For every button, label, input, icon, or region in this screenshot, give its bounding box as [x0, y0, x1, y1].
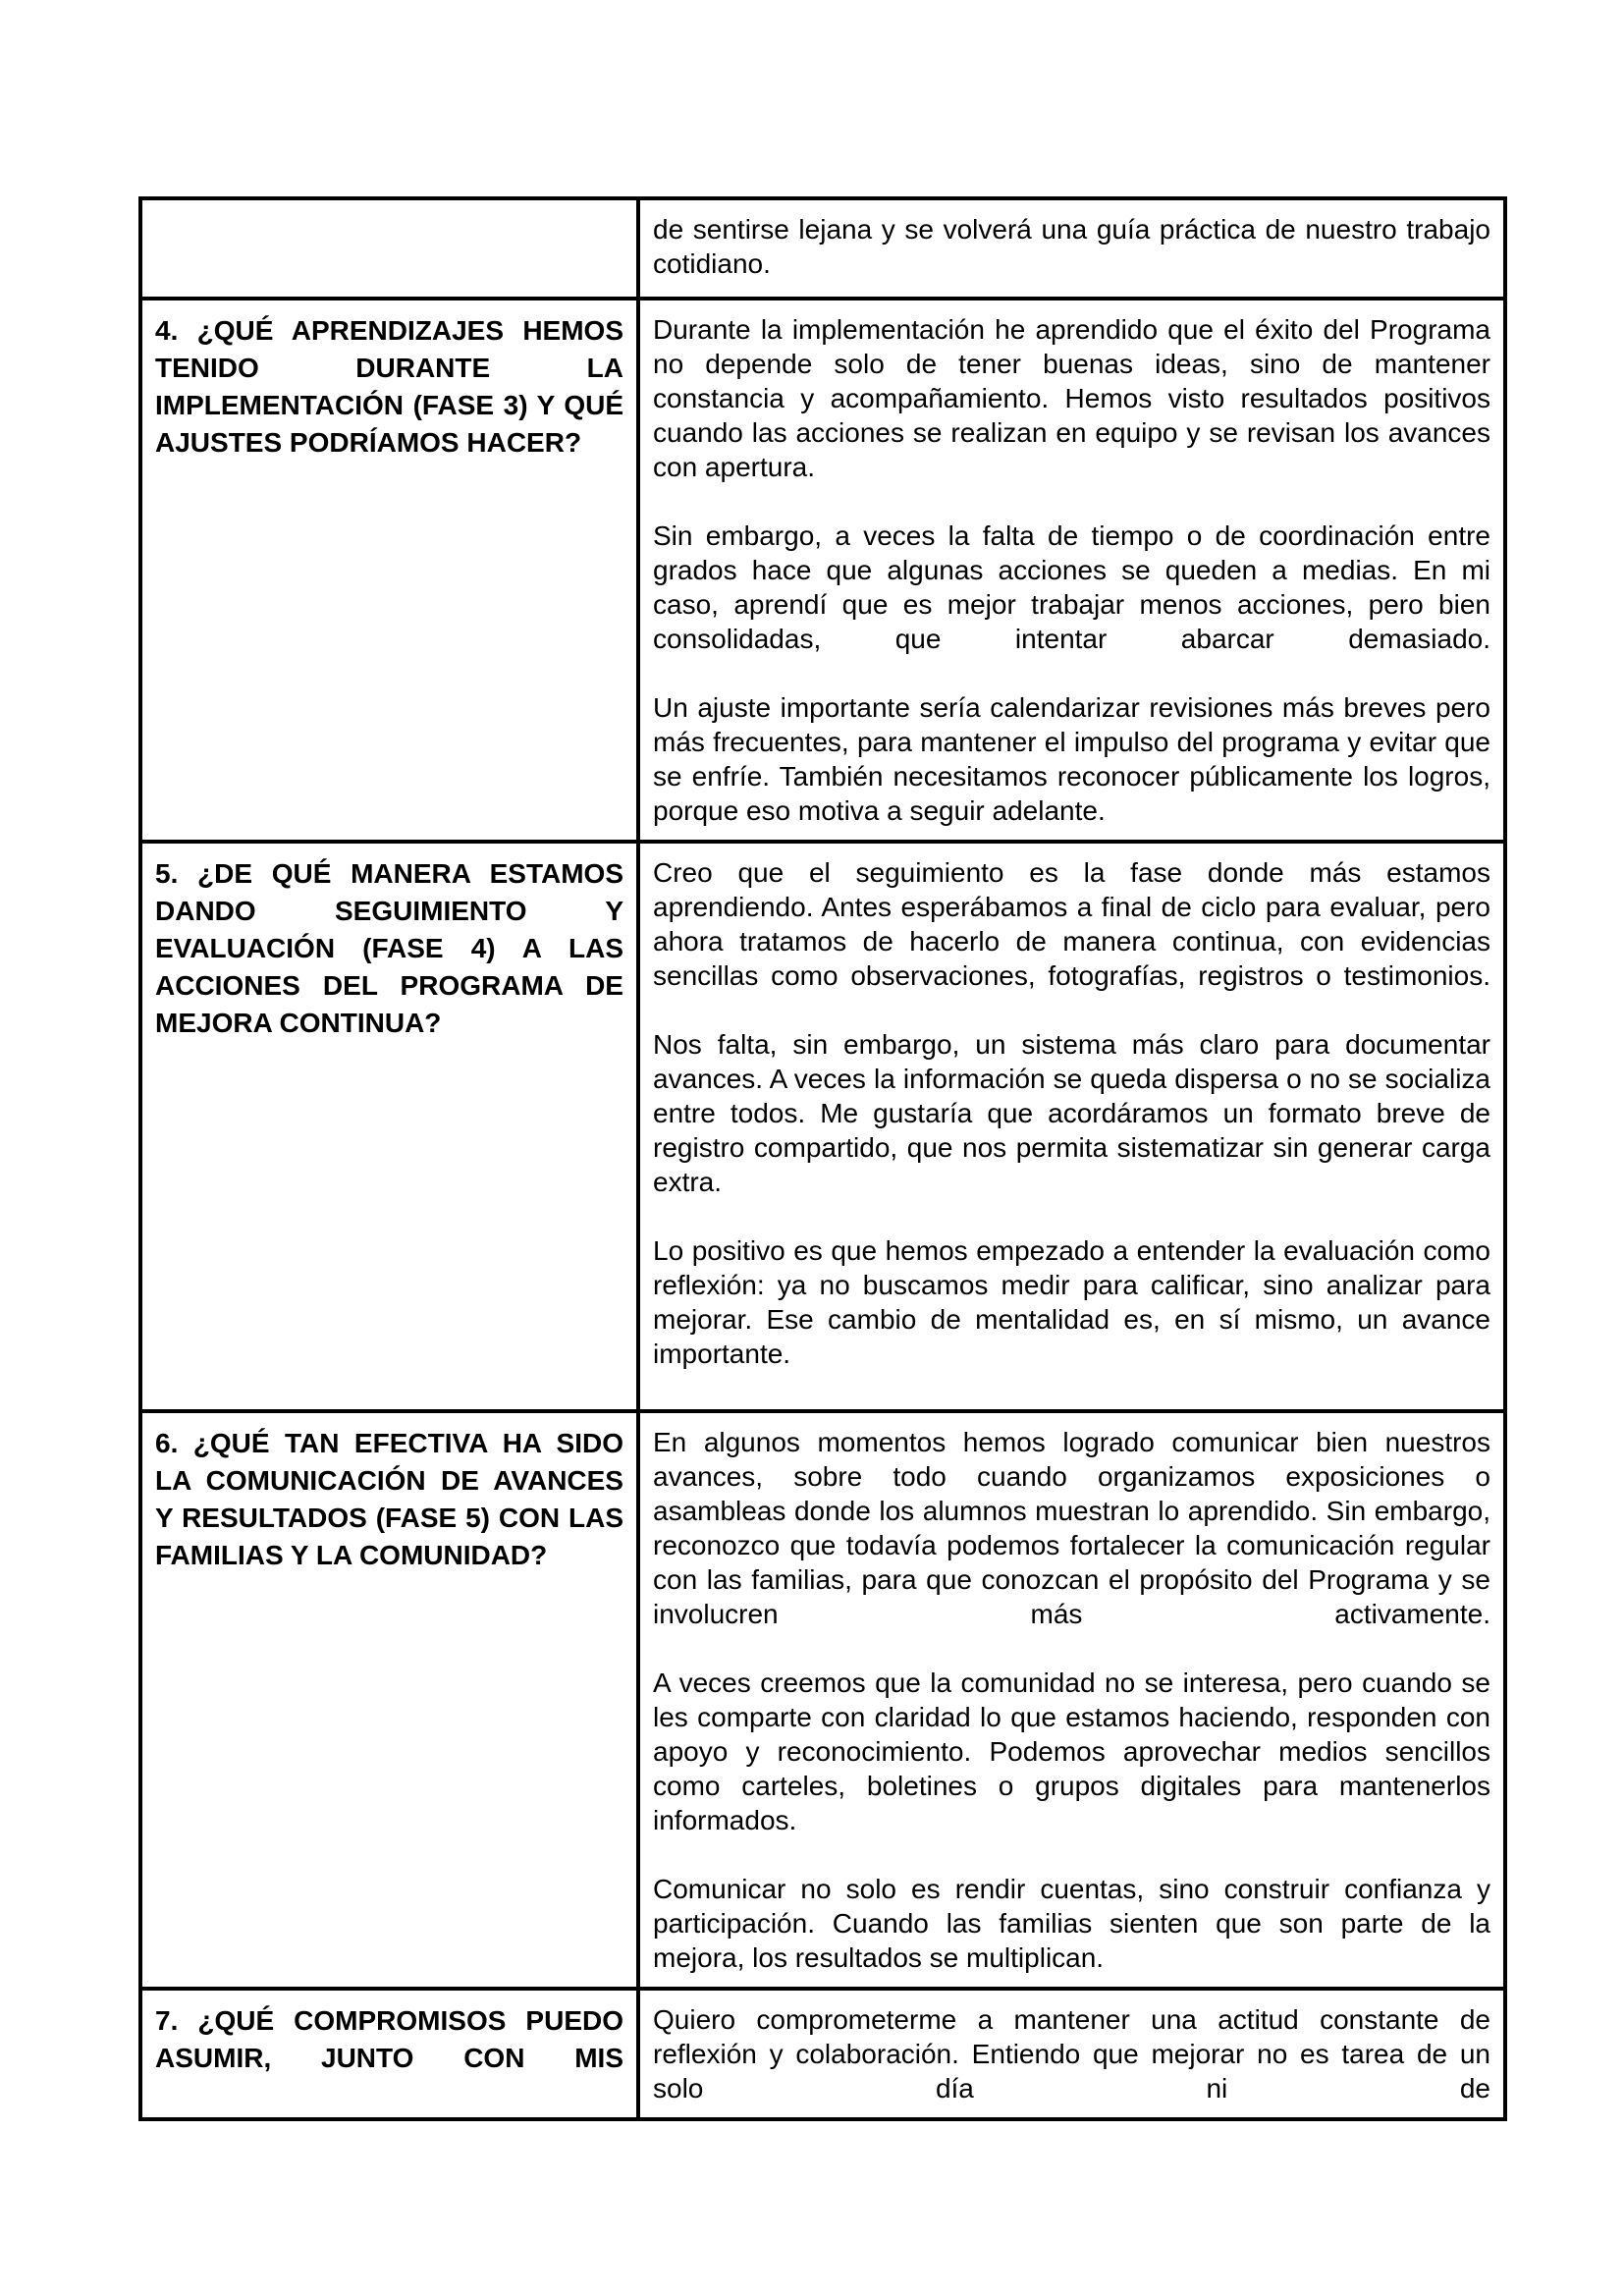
question-cell [140, 299, 638, 842]
answer-paragraph: Creo que el seguimiento es la fase donde más estamos aprendiendo. Antes esperábamos a final de ciclo para evaluar, pero ahora tratamos de hacerlo de manera continua, con evidencias sencillas como observaciones, fotografías, registros o testimonios. [653, 857, 1490, 991]
question-text: 7. ¿QUÉ COMPROMISOS PUEDO ASUMIR, JUNTO CON MIS [155, 2005, 623, 2073]
table-row [140, 198, 1505, 299]
table-row [140, 1989, 1505, 2119]
table-row [140, 1411, 1505, 1989]
answer-cell [638, 1989, 1505, 2119]
answer-paragraph: Durante la implementación he aprendido que el éxito del Programa no depende solo de tener buenas ideas, sino de mantener constancia y acompañamiento. Hemos visto resultados positivos cuando las acciones se realizan en equipo y se revisan los avances con apertura. [653, 314, 1490, 482]
answer-paragraph: A veces creemos que la comunidad no se interesa, pero cuando se les comparte con claridad lo que estamos haciendo, responden con apoyo y reconocimiento. Podemos aprovechar medios sencillos como carteles, boletines o grupos digitales para mantenerlos informados. [653, 1667, 1490, 1835]
question-cell [140, 198, 638, 299]
table-row [140, 299, 1505, 842]
question-text: 6. ¿QUÉ TAN EFECTIVA HA SIDO LA COMUNICACIÓN DE AVANCES Y RESULTADOS (FASE 5) CON LAS FAMILIAS Y LA COMUNIDAD? [155, 1428, 623, 1570]
answer-paragraph: Nos falta, sin embargo, un sistema más claro para documentar avances. A veces la información se queda dispersa o no se socializa entre todos. Me gustaría que acordáramos un formato breve de registro compartido, que nos permita sistematizar sin generar carga extra. [653, 1029, 1490, 1197]
question-cell [140, 1411, 638, 1989]
table-row [140, 842, 1505, 1411]
answer-cell [638, 842, 1505, 1411]
answer-paragraph: En algunos momentos hemos logrado comunicar bien nuestros avances, sobre todo cuando organizamos exposiciones o asambleas donde los alumnos muestran lo aprendido. Sin embargo, reconozco que todavía podemos fortalecer la comunicación regular con las familias, para que conozcan el propósito del Programa y se involucren más activamente. [653, 1427, 1490, 1629]
answer-paragraph: de sentirse lejana y se volverá una guía práctica de nuestro trabajo cotidiano. [653, 214, 1490, 279]
answer-paragraph: Comunicar no solo es rendir cuentas, sino construir confianza y participación. Cuando las familias sienten que son parte de la mejora, los resultados se multiplican. [653, 1874, 1490, 1973]
question-text: 5. ¿DE QUÉ MANERA ESTAMOS DANDO SEGUIMIENTO Y EVALUACIÓN (FASE 4) A LAS ACCIONES DEL PROGRAMA DE MEJORA CONTINUA? [155, 858, 623, 1038]
question-cell [140, 842, 638, 1411]
answer-paragraph: Quiero comprometerme a mantener una actitud constante de reflexión y colaboración. Entiendo que mejorar no es tarea de un solo día ni de [653, 2004, 1490, 2104]
document-table [138, 196, 1507, 2121]
answer-paragraph: Un ajuste importante sería calendarizar revisiones más breves pero más frecuentes, para mantener el impulso del programa y evitar que se enfríe. También necesitamos reconocer públicamente los logros, porque eso motiva a seguir adelante. [653, 692, 1490, 826]
answer-cell [638, 198, 1505, 299]
answer-cell [638, 1411, 1505, 1989]
question-text: 4. ¿QUÉ APRENDIZAJES HEMOS TENIDO DURANTE LA IMPLEMENTACIÓN (FASE 3) Y QUÉ AJUSTES PODRÍAMOS HACER? [155, 315, 623, 458]
answer-paragraph: Lo positivo es que hemos empezado a entender la evaluación como reflexión: ya no buscamos medir para calificar, sino analizar para mejorar. Ese cambio de mentalidad es, en sí mismo, un avance importante. [653, 1235, 1490, 1369]
answer-cell [638, 299, 1505, 842]
answer-paragraph: Sin embargo, a veces la falta de tiempo o de coordinación entre grados hace que algunas acciones se queden a medias. En mi caso, aprendí que es mejor trabajar menos acciones, pero bien consolidadas, que intentar abarcar demasiado. [653, 520, 1490, 654]
question-cell [140, 1989, 638, 2119]
